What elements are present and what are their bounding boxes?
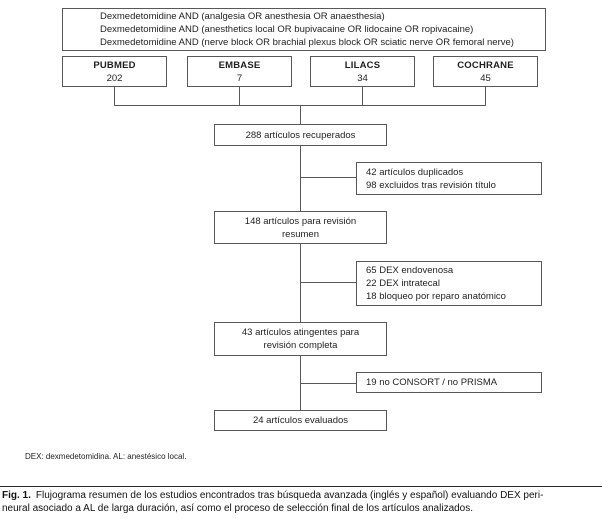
figure-label: Fig. 1. — [2, 490, 31, 501]
exclusion-line: 22 DEX intratecal — [366, 278, 440, 289]
database-name: EMBASE — [218, 59, 261, 71]
connector-line — [485, 87, 486, 105]
exclusion-line: 98 excluidos tras revisión título — [366, 179, 496, 191]
database-count: 202 — [106, 72, 123, 84]
excluded-duplicates-box — [356, 162, 542, 195]
full-review-label: revisión completa — [263, 340, 338, 351]
figure-caption — [2, 490, 601, 515]
exclusion-line: 65 DEX endovenosa — [366, 265, 454, 276]
database-name: PUBMED — [93, 59, 136, 71]
connector-line — [301, 383, 356, 384]
retrieved-articles-label: 288 artículos recuperados — [245, 129, 356, 141]
abstract-review-label: resumen — [282, 228, 319, 240]
caption-line — [2, 490, 601, 503]
exclusion-line: 19 no CONSORT / no PRISMA — [366, 377, 498, 388]
abstract-review-label: 148 artículos para revisión — [244, 215, 357, 227]
search-term-line: Dexmedetomidine AND (analgesia OR anesthesia OR anaesthesia) — [100, 11, 385, 22]
abbreviations-footnote: DEX: dexmedetomidina. AL: anestésico local. — [25, 452, 187, 461]
database-box-lilacs — [310, 56, 415, 87]
connector-line — [301, 177, 356, 178]
database-name: LILACS — [344, 59, 381, 71]
exclusion-line: 18 bloqueo por reparo anatómico — [366, 291, 506, 302]
search-term-line: Dexmedetomidine AND (nerve block OR brachial plexus block OR sciatic nerve OR femoral nerve) — [100, 37, 514, 48]
connector-line — [362, 87, 363, 105]
database-box-pubmed — [62, 56, 167, 87]
database-count: 45 — [480, 72, 491, 84]
connector-line — [114, 87, 115, 105]
connector-line — [300, 146, 301, 211]
caption-divider — [0, 486, 602, 487]
full-review-label: 43 artículos atingentes para — [241, 327, 360, 338]
exclusion-line: 42 artículos duplicados — [366, 166, 464, 178]
database-name: COCHRANE — [457, 59, 514, 71]
excluded-offtopic-box — [356, 261, 542, 306]
connector-line — [301, 282, 356, 283]
database-box-embase — [187, 56, 292, 87]
connector-line — [300, 244, 301, 322]
connector-line — [300, 105, 301, 124]
evaluated-articles-label: 24 artículos evaluados — [252, 415, 349, 426]
search-strategy-box — [62, 8, 546, 51]
evaluated-articles-box — [214, 410, 387, 431]
caption-text: Flujograma resumen de los estudios encontrados tras búsqueda avanzada (inglés y español) evaluando DEX peri- — [35, 490, 544, 501]
search-term-line: Dexmedetomidine AND (anesthetics local OR bupivacaine OR lidocaine OR ropivacaine) — [100, 24, 474, 35]
connector-line — [239, 87, 240, 105]
abstract-review-box — [214, 211, 387, 244]
database-count: 34 — [357, 72, 368, 84]
database-count: 7 — [236, 72, 243, 84]
caption-line: neural asociado a AL de larga duración, así como el proceso de selección final de los artículos analizados. — [2, 502, 474, 514]
retrieved-articles-box — [214, 124, 387, 146]
database-box-cochrane — [433, 56, 538, 87]
excluded-no-consort-box — [356, 372, 542, 393]
full-review-box — [214, 322, 387, 356]
